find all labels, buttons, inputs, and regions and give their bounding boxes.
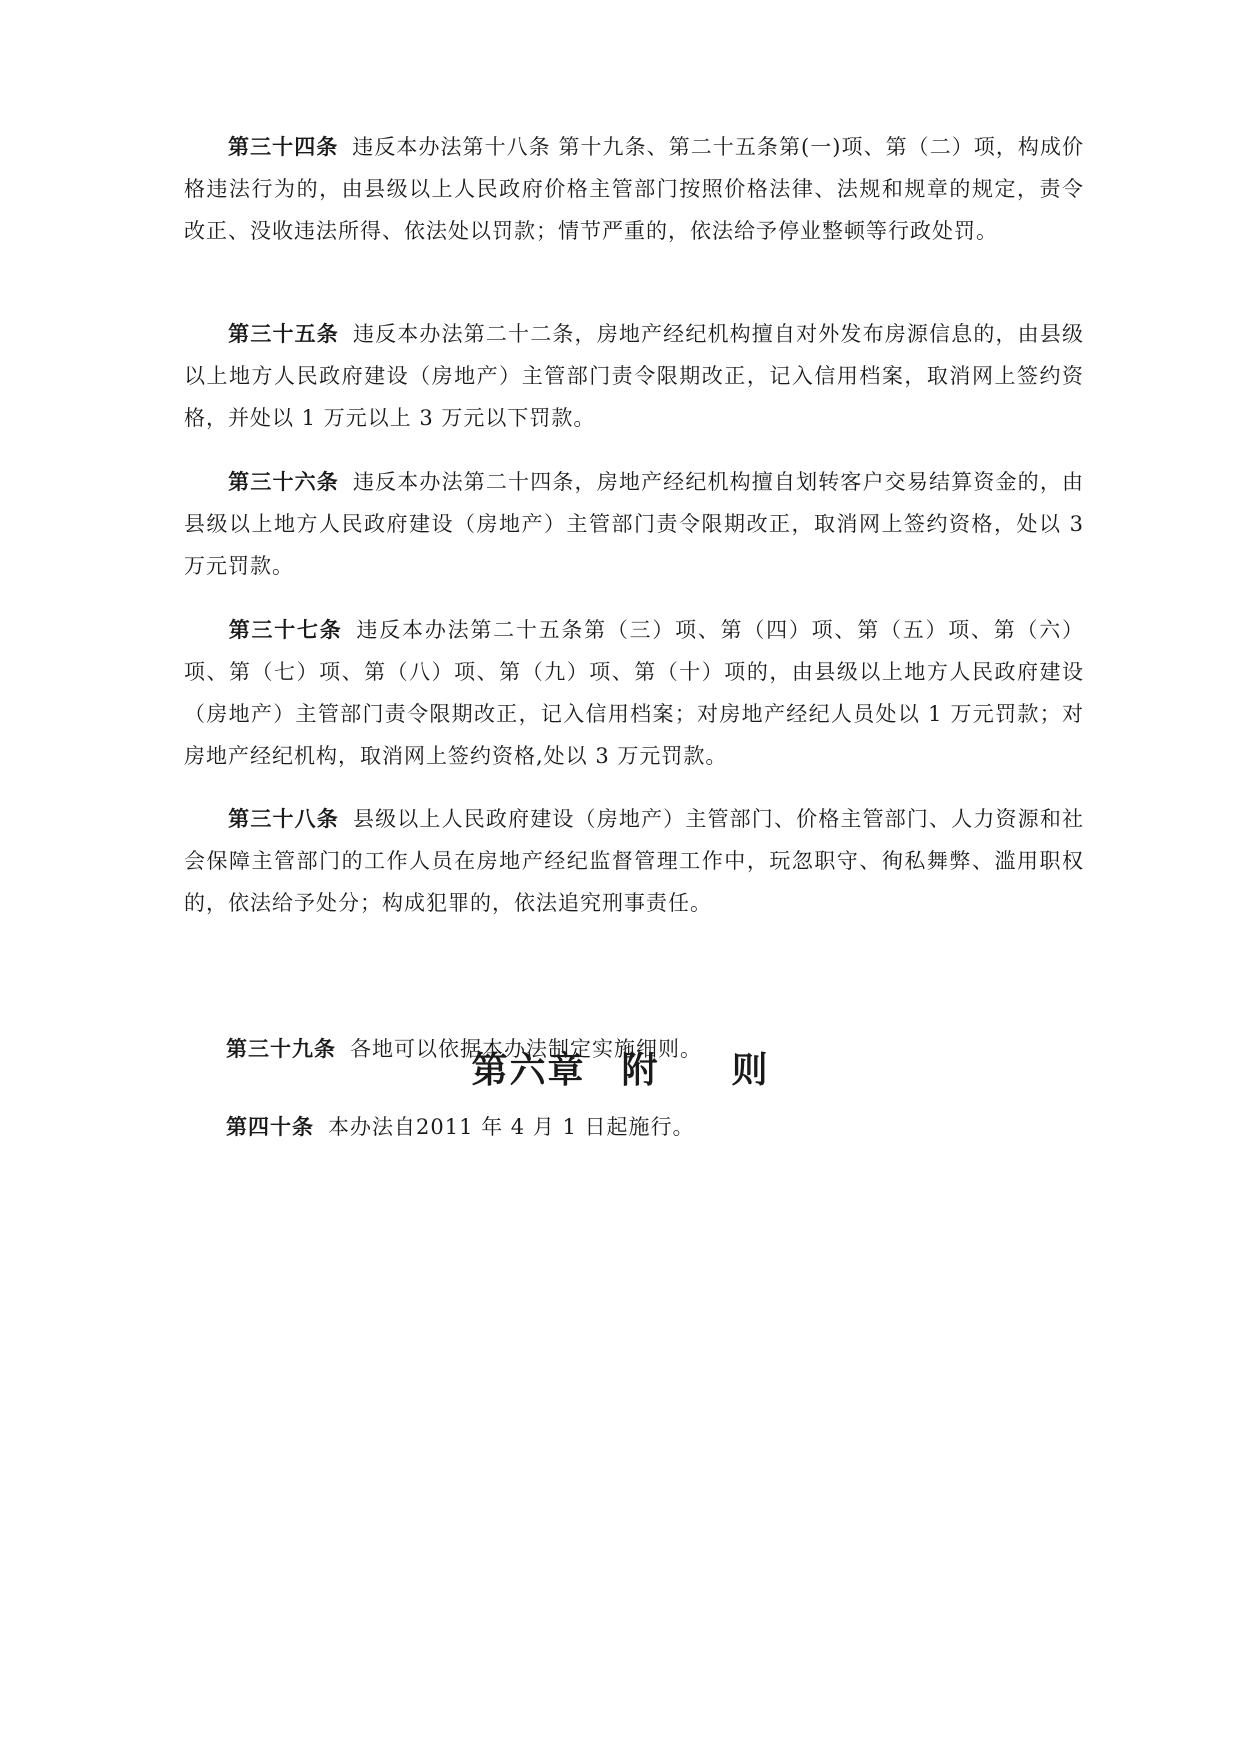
- article-number: 第三十四条: [228, 134, 339, 159]
- article-35: [184, 313, 1084, 439]
- article-34: [184, 126, 1084, 252]
- article-number: 第三十七条: [228, 617, 343, 642]
- article-text: 违反本办法第二十四条，房地产经纪机构擅自划转客户交易结算资金的，由县级以上地方人民政府建设（房地产）主管部门责令限期改正，取消网上签约资格，处以 3 万元罚款。: [184, 470, 1085, 578]
- article-text: 县级以上人民政府建设（房地产）主管部门、价格主管部门、人力资源和社会保障主管部门的工作人员在房地产经纪监督管理工作中，玩忽职守、徇私舞弊、滥用职权的，依法给予处分；构成犯罪的，依法追究刑事责任。: [184, 807, 1085, 915]
- article-number: 第四十条: [226, 1114, 314, 1139]
- article-text: 各地可以依据本办法制定实施细则。: [350, 1037, 702, 1061]
- chapter-number: 第六章: [471, 1049, 586, 1091]
- article-number: 第三十五条: [228, 321, 339, 346]
- chapter-title-char-1: 附: [621, 1049, 660, 1091]
- article-40: [226, 1106, 695, 1148]
- article-38: [184, 798, 1084, 924]
- article-number: 第三十六条: [228, 469, 339, 494]
- article-text: 违反本办法第十八条 第十九条、第二十五条第(一)项、第（二）项，构成价格违法行为的，由县级以上人民政府价格主管部门按照价格法律、法规和规章的规定，责令改正、没收违法所得、依法处以罚款；情节严重的，依法给予停业整顿等行政处罚。: [184, 135, 1085, 243]
- article-number: 第三十八条: [228, 806, 339, 831]
- article-text: 违反本办法第二十五条第（三）项、第（四）项、第（五）项、第（六）项、第（七）项、第（八）项、第（九）项、第（十）项的，由县级以上地方人民政府建设（房地产）主管部门责令限期改正，记入信用档案；对房地产经纪人员处以 1 万元罚款；对房地产经纪机构，取消网上签约资格,处以 3 万元罚款。: [184, 618, 1085, 768]
- article-37: [184, 609, 1084, 777]
- article-39: [226, 1028, 702, 1070]
- article-text: 本办法自2011 年 4 月 1 日起施行。: [328, 1115, 695, 1139]
- article-36: [184, 461, 1084, 587]
- chapter-title-char-2: 则: [731, 1049, 770, 1091]
- article-text: 违反本办法第二十二条，房地产经纪机构擅自对外发布房源信息的，由县级以上地方人民政府建设（房地产）主管部门责令限期改正，记入信用档案，取消网上签约资格，并处以 1 万元以上 3 万元以下罚款。: [184, 322, 1085, 430]
- article-number: 第三十九条: [226, 1036, 336, 1061]
